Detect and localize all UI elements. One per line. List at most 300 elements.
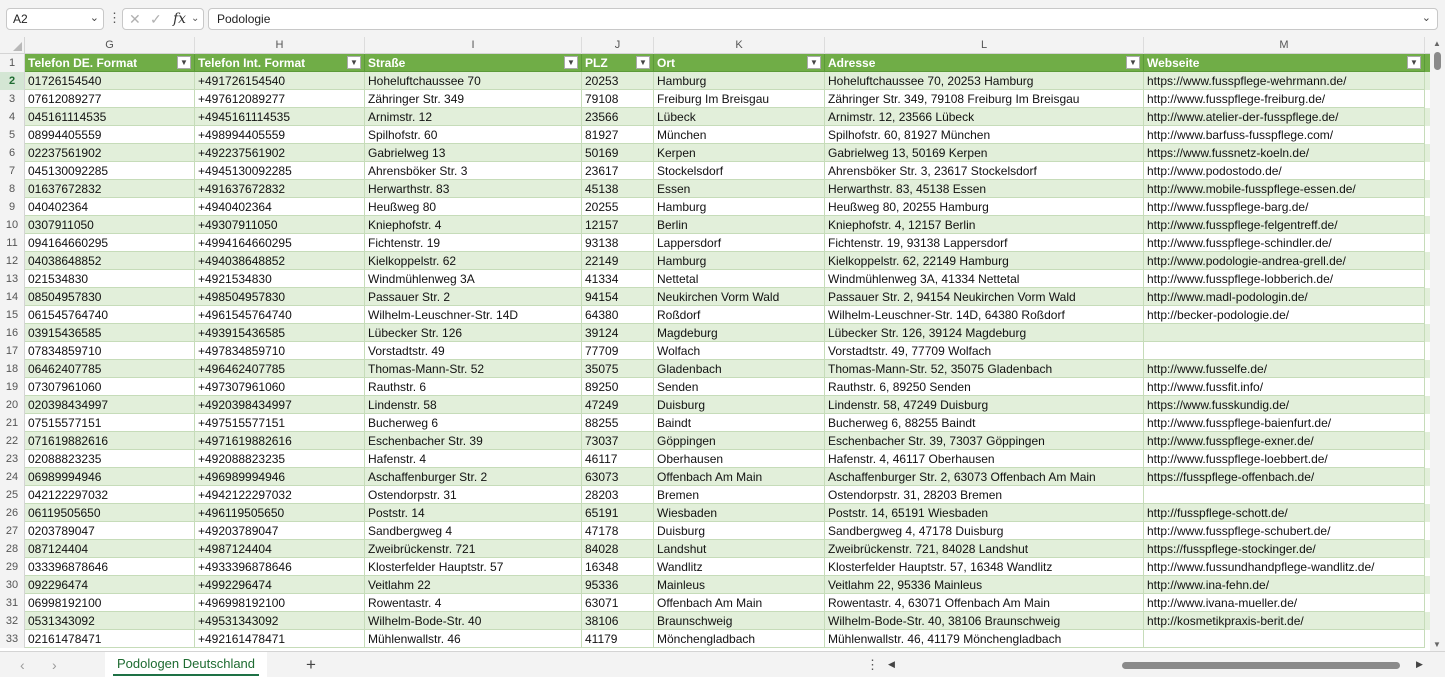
table-cell[interactable]: +497515577151	[195, 414, 365, 432]
table-cell[interactable]: 02161478471	[25, 630, 195, 648]
table-cell[interactable]: Ahrensböker Str. 3, 23617 Stockelsdorf	[825, 162, 1144, 180]
table-cell[interactable]: http://www.fussfit.info/	[1144, 378, 1425, 396]
table-cell[interactable]: Duisburg	[654, 396, 825, 414]
table-cell[interactable]: Oberhausen	[654, 450, 825, 468]
table-cell[interactable]: Fichtenstr. 19	[365, 234, 582, 252]
column-header-i[interactable]: I	[365, 37, 582, 54]
table-cell[interactable]: Neukirchen Vorm Wald	[654, 288, 825, 306]
row-header[interactable]: 14	[5, 291, 19, 303]
table-cell[interactable]: +4994164660295	[195, 234, 365, 252]
table-cell[interactable]: Offenbach Am Main	[654, 468, 825, 486]
table-cell[interactable]: 20253	[582, 72, 654, 90]
vertical-scrollbar[interactable]	[1430, 37, 1445, 651]
table-cell[interactable]: +497834859710	[195, 342, 365, 360]
formula-input[interactable]	[208, 8, 1438, 30]
table-cell[interactable]: +492161478471	[195, 630, 365, 648]
table-cell[interactable]: +4945161114535	[195, 108, 365, 126]
table-cell[interactable]: +492088823235	[195, 450, 365, 468]
row-header[interactable]: 7	[8, 165, 16, 177]
table-cell[interactable]: Eschenbacher Str. 39, 73037 Göppingen	[825, 432, 1144, 450]
row-header[interactable]: 20	[5, 399, 19, 411]
table-cell[interactable]: Roßdorf	[654, 306, 825, 324]
table-cell[interactable]: 01726154540	[25, 72, 195, 90]
table-cell[interactable]: 65191	[582, 504, 654, 522]
column-header-j[interactable]: J	[582, 37, 654, 54]
row-header[interactable]: 31	[5, 597, 19, 609]
row-header[interactable]: 33	[5, 633, 19, 645]
table-cell[interactable]: 63073	[582, 468, 654, 486]
table-cell[interactable]: http://www.fusspflege-schindler.de/	[1144, 234, 1425, 252]
table-cell[interactable]: 0531343092	[25, 612, 195, 630]
table-cell[interactable]: http://www.fussundhandpflege-wandlitz.de/	[1144, 558, 1425, 576]
table-cell[interactable]: 07834859710	[25, 342, 195, 360]
header-cell[interactable]	[195, 54, 365, 72]
filter-dropdown-icon[interactable]: ▼	[347, 56, 361, 69]
table-cell[interactable]: Heußweg 80	[365, 198, 582, 216]
table-cell[interactable]: Duisburg	[654, 522, 825, 540]
table-cell[interactable]: +4921534830	[195, 270, 365, 288]
table-cell[interactable]: Lappersdorf	[654, 234, 825, 252]
table-cell[interactable]: http://www.fusspflege-baienfurt.de/	[1144, 414, 1425, 432]
table-cell[interactable]: 41179	[582, 630, 654, 648]
filter-dropdown-icon[interactable]: ▼	[1126, 56, 1140, 69]
table-cell[interactable]: http://www.fusspflege-exner.de/	[1144, 432, 1425, 450]
table-cell[interactable]: Windmühlenweg 3A	[365, 270, 582, 288]
table-cell[interactable]: Senden	[654, 378, 825, 396]
row-header[interactable]: 24	[5, 471, 19, 483]
table-cell[interactable]: Arnimstr. 12	[365, 108, 582, 126]
table-cell[interactable]: Ostendorpstr. 31, 28203 Bremen	[825, 486, 1144, 504]
table-cell[interactable]: 35075	[582, 360, 654, 378]
table-cell[interactable]: 84028	[582, 540, 654, 558]
table-cell[interactable]: +4942122297032	[195, 486, 365, 504]
table-cell[interactable]: 094164660295	[25, 234, 195, 252]
column-header-h[interactable]: H	[195, 37, 365, 54]
table-cell[interactable]: +498504957830	[195, 288, 365, 306]
table-cell[interactable]: Hamburg	[654, 252, 825, 270]
cancel-icon[interactable]: ✕	[129, 11, 141, 27]
vertical-scroll-thumb[interactable]	[1434, 52, 1441, 70]
table-cell[interactable]: Stockelsdorf	[654, 162, 825, 180]
row-header[interactable]: 23	[5, 453, 19, 465]
table-cell[interactable]: 0203789047	[25, 522, 195, 540]
row-header[interactable]: 27	[5, 525, 19, 537]
table-cell[interactable]: 07515577151	[25, 414, 195, 432]
table-cell[interactable]: http://www.mobile-fusspflege-essen.de/	[1144, 180, 1425, 198]
table-cell[interactable]: 95336	[582, 576, 654, 594]
insert-function-icon[interactable]: fx	[173, 11, 187, 27]
table-cell[interactable]: 23566	[582, 108, 654, 126]
table-cell[interactable]: +4920398434997	[195, 396, 365, 414]
table-cell[interactable]: http://www.atelier-der-fusspflege.de/	[1144, 108, 1425, 126]
name-box[interactable]	[6, 8, 104, 30]
table-cell[interactable]: http://www.ina-fehn.de/	[1144, 576, 1425, 594]
more-options-icon[interactable]: ⋮	[866, 657, 879, 672]
table-cell[interactable]: Lübecker Str. 126	[365, 324, 582, 342]
table-cell[interactable]: 12157	[582, 216, 654, 234]
header-cell[interactable]	[25, 54, 195, 72]
table-cell[interactable]: Baindt	[654, 414, 825, 432]
table-cell[interactable]: 79108	[582, 90, 654, 108]
table-cell[interactable]: Poststr. 14, 65191 Wiesbaden	[825, 504, 1144, 522]
chevron-down-icon[interactable]: ⌄	[89, 12, 99, 24]
table-cell[interactable]: +492237561902	[195, 144, 365, 162]
table-cell[interactable]: 20255	[582, 198, 654, 216]
table-cell[interactable]: Wiesbaden	[654, 504, 825, 522]
table-cell[interactable]: Ostendorpstr. 31	[365, 486, 582, 504]
row-header[interactable]: 4	[8, 111, 16, 123]
table-cell[interactable]: Bucherweg 6, 88255 Baindt	[825, 414, 1144, 432]
table-cell[interactable]: +4992296474	[195, 576, 365, 594]
table-cell[interactable]: Göppingen	[654, 432, 825, 450]
row-header[interactable]: 2	[0, 72, 24, 90]
table-cell[interactable]: Wandlitz	[654, 558, 825, 576]
table-cell[interactable]: Landshut	[654, 540, 825, 558]
table-cell[interactable]: Kniephofstr. 4, 12157 Berlin	[825, 216, 1144, 234]
filter-dropdown-icon[interactable]: ▼	[177, 56, 191, 69]
table-cell[interactable]	[1144, 324, 1425, 342]
table-cell[interactable]: Windmühlenweg 3A, 41334 Nettetal	[825, 270, 1144, 288]
table-cell[interactable]: http://www.barfuss-fusspflege.com/	[1144, 126, 1425, 144]
table-cell[interactable]: 02237561902	[25, 144, 195, 162]
table-cell[interactable]: +496998192100	[195, 594, 365, 612]
check-icon[interactable]: ✓	[150, 11, 162, 27]
table-cell[interactable]: Veitlahm 22, 95336 Mainleus	[825, 576, 1144, 594]
table-cell[interactable]: https://fusspflege-offenbach.de/	[1144, 468, 1425, 486]
header-cell[interactable]	[365, 54, 582, 72]
table-cell[interactable]: 64380	[582, 306, 654, 324]
table-cell[interactable]: http://www.fusselfe.de/	[1144, 360, 1425, 378]
table-cell[interactable]: +493915436585	[195, 324, 365, 342]
table-cell[interactable]: https://www.fussnetz-koeln.de/	[1144, 144, 1425, 162]
header-cell[interactable]	[825, 54, 1144, 72]
table-cell[interactable]: Gabrielweg 13, 50169 Kerpen	[825, 144, 1144, 162]
table-cell[interactable]: http://www.fusspflege-schubert.de/	[1144, 522, 1425, 540]
table-cell[interactable]: 47249	[582, 396, 654, 414]
filter-dropdown-icon[interactable]: ▼	[807, 56, 821, 69]
table-cell[interactable]: 08504957830	[25, 288, 195, 306]
sheet-tab-active[interactable]: Podologen Deutschland	[105, 652, 267, 677]
table-cell[interactable]: +496119505650	[195, 504, 365, 522]
table-cell[interactable]: 06119505650	[25, 504, 195, 522]
table-cell[interactable]: Vorstadtstr. 49, 77709 Wolfach	[825, 342, 1144, 360]
table-cell[interactable]: Gladenbach	[654, 360, 825, 378]
table-cell[interactable]: Mainleus	[654, 576, 825, 594]
table-cell[interactable]: Kerpen	[654, 144, 825, 162]
table-cell[interactable]: 93138	[582, 234, 654, 252]
table-cell[interactable]: 07307961060	[25, 378, 195, 396]
table-cell[interactable]: 50169	[582, 144, 654, 162]
table-cell[interactable]: Essen	[654, 180, 825, 198]
scroll-down-icon[interactable]: ▼	[1433, 640, 1441, 649]
table-cell[interactable]: Fichtenstr. 19, 93138 Lappersdorf	[825, 234, 1144, 252]
table-cell[interactable]: Braunschweig	[654, 612, 825, 630]
row-header[interactable]: 22	[5, 435, 19, 447]
table-cell[interactable]: Aschaffenburger Str. 2	[365, 468, 582, 486]
table-cell[interactable]	[1144, 342, 1425, 360]
table-cell[interactable]: Zähringer Str. 349, 79108 Freiburg Im Breisgau	[825, 90, 1144, 108]
table-cell[interactable]: 042122297032	[25, 486, 195, 504]
row-header[interactable]: 11	[6, 237, 18, 249]
table-cell[interactable]: +4933396878646	[195, 558, 365, 576]
row-header[interactable]: 8	[8, 183, 16, 195]
table-cell[interactable]: +4971619882616	[195, 432, 365, 450]
table-cell[interactable]: 77709	[582, 342, 654, 360]
worksheet-grid[interactable]	[0, 37, 1430, 651]
table-cell[interactable]: http://becker-podologie.de/	[1144, 306, 1425, 324]
table-cell[interactable]: Hoheluftchaussee 70, 20253 Hamburg	[825, 72, 1144, 90]
table-cell[interactable]: http://kosmetikpraxis-berit.de/	[1144, 612, 1425, 630]
table-cell[interactable]: +4940402364	[195, 198, 365, 216]
table-cell[interactable]: Wilhelm-Leuschner-Str. 14D, 64380 Roßdorf	[825, 306, 1144, 324]
table-cell[interactable]: Hafenstr. 4	[365, 450, 582, 468]
table-cell[interactable]: Passauer Str. 2	[365, 288, 582, 306]
row-header[interactable]: 9	[8, 201, 16, 213]
row-header[interactable]: 15	[5, 309, 19, 321]
table-cell[interactable]: Sandbergweg 4	[365, 522, 582, 540]
table-cell[interactable]: Gabrielweg 13	[365, 144, 582, 162]
table-cell[interactable]: Herwarthstr. 83, 45138 Essen	[825, 180, 1144, 198]
table-cell[interactable]: 81927	[582, 126, 654, 144]
scroll-up-icon[interactable]: ▲	[1433, 39, 1441, 48]
table-cell[interactable]: Herwarthstr. 83	[365, 180, 582, 198]
table-cell[interactable]: Arnimstr. 12, 23566 Lübeck	[825, 108, 1144, 126]
table-cell[interactable]: Bremen	[654, 486, 825, 504]
table-cell[interactable]: Mönchengladbach	[654, 630, 825, 648]
table-cell[interactable]: http://www.fusspflege-barg.de/	[1144, 198, 1425, 216]
table-cell[interactable]: 03915436585	[25, 324, 195, 342]
row-header[interactable]: 26	[5, 507, 19, 519]
row-header[interactable]: 32	[5, 615, 19, 627]
table-cell[interactable]: http://www.fusspflege-freiburg.de/	[1144, 90, 1425, 108]
table-cell[interactable]: Vorstadtstr. 49	[365, 342, 582, 360]
table-cell[interactable]: 021534830	[25, 270, 195, 288]
table-cell[interactable]: 08994405559	[25, 126, 195, 144]
table-cell[interactable]: http://fusspflege-schott.de/	[1144, 504, 1425, 522]
table-cell[interactable]: 06462407785	[25, 360, 195, 378]
column-header-l[interactable]: L	[825, 37, 1144, 54]
column-header-k[interactable]: K	[654, 37, 825, 54]
table-cell[interactable]: Klosterfelder Hauptstr. 57	[365, 558, 582, 576]
table-cell[interactable]: Klosterfelder Hauptstr. 57, 16348 Wandlitz	[825, 558, 1144, 576]
table-cell[interactable]: Poststr. 14	[365, 504, 582, 522]
table-cell[interactable]: Sandbergweg 4, 47178 Duisburg	[825, 522, 1144, 540]
table-cell[interactable]: Mühlenwallstr. 46	[365, 630, 582, 648]
row-header[interactable]: 3	[8, 93, 16, 105]
table-cell[interactable]: 07612089277	[25, 90, 195, 108]
filter-dropdown-icon[interactable]: ▼	[564, 56, 578, 69]
table-cell[interactable]: +4945130092285	[195, 162, 365, 180]
row-header[interactable]: 12	[5, 255, 19, 267]
chevron-down-icon[interactable]: ⌄	[191, 13, 200, 24]
table-cell[interactable]: Magdeburg	[654, 324, 825, 342]
table-cell[interactable]: +496989994946	[195, 468, 365, 486]
table-cell[interactable]: Zweibrückenstr. 721	[365, 540, 582, 558]
table-cell[interactable]: 02088823235	[25, 450, 195, 468]
table-cell[interactable]: Wilhelm-Bode-Str. 40, 38106 Braunschweig	[825, 612, 1144, 630]
row-header[interactable]: 25	[5, 489, 19, 501]
table-cell[interactable]: 22149	[582, 252, 654, 270]
table-cell[interactable]: Bucherweg 6	[365, 414, 582, 432]
table-cell[interactable]: 38106	[582, 612, 654, 630]
table-cell[interactable]: Offenbach Am Main	[654, 594, 825, 612]
table-cell[interactable]: Wilhelm-Bode-Str. 40	[365, 612, 582, 630]
chevron-left-icon[interactable]: ‹	[20, 657, 25, 673]
header-cell[interactable]	[1144, 54, 1425, 72]
table-cell[interactable]: Thomas-Mann-Str. 52	[365, 360, 582, 378]
select-all-button[interactable]	[0, 37, 25, 54]
table-cell[interactable]: 071619882616	[25, 432, 195, 450]
table-cell[interactable]: +497307961060	[195, 378, 365, 396]
filter-dropdown-icon[interactable]: ▼	[636, 56, 650, 69]
table-cell[interactable]: Lübeck	[654, 108, 825, 126]
table-cell[interactable]: 040402364	[25, 198, 195, 216]
table-cell[interactable]: Rauthstr. 6	[365, 378, 582, 396]
table-cell[interactable]: 020398434997	[25, 396, 195, 414]
table-cell[interactable]: Rowentastr. 4	[365, 594, 582, 612]
table-cell[interactable]: 39124	[582, 324, 654, 342]
table-cell[interactable]: 94154	[582, 288, 654, 306]
table-cell[interactable]: 88255	[582, 414, 654, 432]
table-cell[interactable]: 46117	[582, 450, 654, 468]
header-cell[interactable]	[654, 54, 825, 72]
table-cell[interactable]: https://fusspflege-stockinger.de/	[1144, 540, 1425, 558]
scroll-right-icon[interactable]: ▶	[1416, 659, 1423, 669]
table-cell[interactable]: 092296474	[25, 576, 195, 594]
table-cell[interactable]: Rowentastr. 4, 63071 Offenbach Am Main	[825, 594, 1144, 612]
table-cell[interactable]: Mühlenwallstr. 46, 41179 Mönchengladbach	[825, 630, 1144, 648]
row-header[interactable]: 13	[5, 273, 19, 285]
table-cell[interactable]: 04038648852	[25, 252, 195, 270]
table-cell[interactable]: Hafenstr. 4, 46117 Oberhausen	[825, 450, 1144, 468]
header-cell[interactable]	[582, 54, 654, 72]
table-cell[interactable]: +498994405559	[195, 126, 365, 144]
table-cell[interactable]: 73037	[582, 432, 654, 450]
row-header[interactable]: 29	[5, 561, 19, 573]
table-cell[interactable]: http://www.podologie-andrea-grell.de/	[1144, 252, 1425, 270]
table-cell[interactable]: https://www.fusskundig.de/	[1144, 396, 1425, 414]
table-cell[interactable]: 06998192100	[25, 594, 195, 612]
table-cell[interactable]	[1144, 486, 1425, 504]
table-cell[interactable]: http://www.ivana-mueller.de/	[1144, 594, 1425, 612]
table-cell[interactable]: 087124404	[25, 540, 195, 558]
table-cell[interactable]: Ahrensböker Str. 3	[365, 162, 582, 180]
table-cell[interactable]: +494038648852	[195, 252, 365, 270]
table-cell[interactable]: +49531343092	[195, 612, 365, 630]
row-header[interactable]: 21	[5, 417, 19, 429]
row-header[interactable]: 17	[5, 345, 19, 357]
table-cell[interactable]: Spilhofstr. 60	[365, 126, 582, 144]
chevron-right-icon[interactable]: ›	[52, 657, 57, 673]
row-header[interactable]: 28	[5, 543, 19, 555]
table-cell[interactable]: Rauthstr. 6, 89250 Senden	[825, 378, 1144, 396]
row-header[interactable]: 6	[8, 147, 16, 159]
table-cell[interactable]: Freiburg Im Breisgau	[654, 90, 825, 108]
table-cell[interactable]: Veitlahm 22	[365, 576, 582, 594]
table-cell[interactable]: http://www.madl-podologin.de/	[1144, 288, 1425, 306]
table-cell[interactable]: 045130092285	[25, 162, 195, 180]
row-header[interactable]: 10	[5, 219, 19, 231]
table-cell[interactable]: +4987124404	[195, 540, 365, 558]
table-cell[interactable]	[1144, 630, 1425, 648]
table-cell[interactable]: Wolfach	[654, 342, 825, 360]
table-cell[interactable]: http://www.fusspflege-loebbert.de/	[1144, 450, 1425, 468]
table-cell[interactable]: http://www.fusspflege-lobberich.de/	[1144, 270, 1425, 288]
table-cell[interactable]: +49203789047	[195, 522, 365, 540]
table-cell[interactable]: 06989994946	[25, 468, 195, 486]
row-header[interactable]: 18	[5, 363, 19, 375]
table-cell[interactable]: +496462407785	[195, 360, 365, 378]
table-cell[interactable]: Eschenbacher Str. 39	[365, 432, 582, 450]
table-cell[interactable]: Zweibrückenstr. 721, 84028 Landshut	[825, 540, 1144, 558]
table-cell[interactable]: Hoheluftchaussee 70	[365, 72, 582, 90]
row-header[interactable]: 16	[5, 327, 19, 339]
table-cell[interactable]: 89250	[582, 378, 654, 396]
expand-formula-bar-icon[interactable]: ⌄	[1421, 12, 1431, 24]
table-cell[interactable]: Lübecker Str. 126, 39124 Magdeburg	[825, 324, 1144, 342]
table-cell[interactable]: 41334	[582, 270, 654, 288]
table-cell[interactable]: 0307911050	[25, 216, 195, 234]
table-cell[interactable]: 033396878646	[25, 558, 195, 576]
row-header[interactable]: 1	[8, 57, 16, 69]
table-cell[interactable]: Lindenstr. 58	[365, 396, 582, 414]
table-cell[interactable]: Berlin	[654, 216, 825, 234]
table-cell[interactable]: https://www.fusspflege-wehrmann.de/	[1144, 72, 1425, 90]
table-cell[interactable]: Kniephofstr. 4	[365, 216, 582, 234]
add-sheet-icon[interactable]: +	[306, 655, 316, 674]
table-cell[interactable]: 63071	[582, 594, 654, 612]
table-cell[interactable]: Nettetal	[654, 270, 825, 288]
horizontal-scroll-thumb[interactable]	[1122, 662, 1400, 669]
table-cell[interactable]: Zähringer Str. 349	[365, 90, 582, 108]
table-cell[interactable]: München	[654, 126, 825, 144]
table-cell[interactable]: 45138	[582, 180, 654, 198]
table-cell[interactable]: +49307911050	[195, 216, 365, 234]
table-cell[interactable]: Kielkoppelstr. 62, 22149 Hamburg	[825, 252, 1144, 270]
scroll-left-icon[interactable]: ◀	[888, 659, 895, 669]
table-cell[interactable]: http://www.fusspflege-felgentreff.de/	[1144, 216, 1425, 234]
column-header-m[interactable]: M	[1144, 37, 1425, 54]
table-cell[interactable]: Spilhofstr. 60, 81927 München	[825, 126, 1144, 144]
more-options-icon[interactable]: ⋮	[108, 10, 121, 25]
filter-dropdown-icon[interactable]: ▼	[1407, 56, 1421, 69]
table-cell[interactable]: 045161114535	[25, 108, 195, 126]
column-header-g[interactable]: G	[25, 37, 195, 54]
table-cell[interactable]: 23617	[582, 162, 654, 180]
table-cell[interactable]: Passauer Str. 2, 94154 Neukirchen Vorm Wald	[825, 288, 1144, 306]
table-cell[interactable]: Hamburg	[654, 198, 825, 216]
table-cell[interactable]: Heußweg 80, 20255 Hamburg	[825, 198, 1144, 216]
table-cell[interactable]: Kielkoppelstr. 62	[365, 252, 582, 270]
table-cell[interactable]: Aschaffenburger Str. 2, 63073 Offenbach Am Main	[825, 468, 1144, 486]
table-cell[interactable]: 28203	[582, 486, 654, 504]
table-cell[interactable]: +4961545764740	[195, 306, 365, 324]
table-cell[interactable]: +497612089277	[195, 90, 365, 108]
row-header[interactable]: 30	[5, 579, 19, 591]
table-cell[interactable]: 01637672832	[25, 180, 195, 198]
table-cell[interactable]: +491637672832	[195, 180, 365, 198]
row-header[interactable]: 19	[5, 381, 19, 393]
row-header[interactable]: 5	[8, 129, 16, 141]
table-cell[interactable]: 47178	[582, 522, 654, 540]
table-cell[interactable]: 061545764740	[25, 306, 195, 324]
table-cell[interactable]: +491726154540	[195, 72, 365, 90]
table-cell[interactable]: Hamburg	[654, 72, 825, 90]
table-cell[interactable]: http://www.podostodo.de/	[1144, 162, 1425, 180]
table-cell[interactable]: Thomas-Mann-Str. 52, 35075 Gladenbach	[825, 360, 1144, 378]
table-cell[interactable]: Lindenstr. 58, 47249 Duisburg	[825, 396, 1144, 414]
table-cell[interactable]: 16348	[582, 558, 654, 576]
